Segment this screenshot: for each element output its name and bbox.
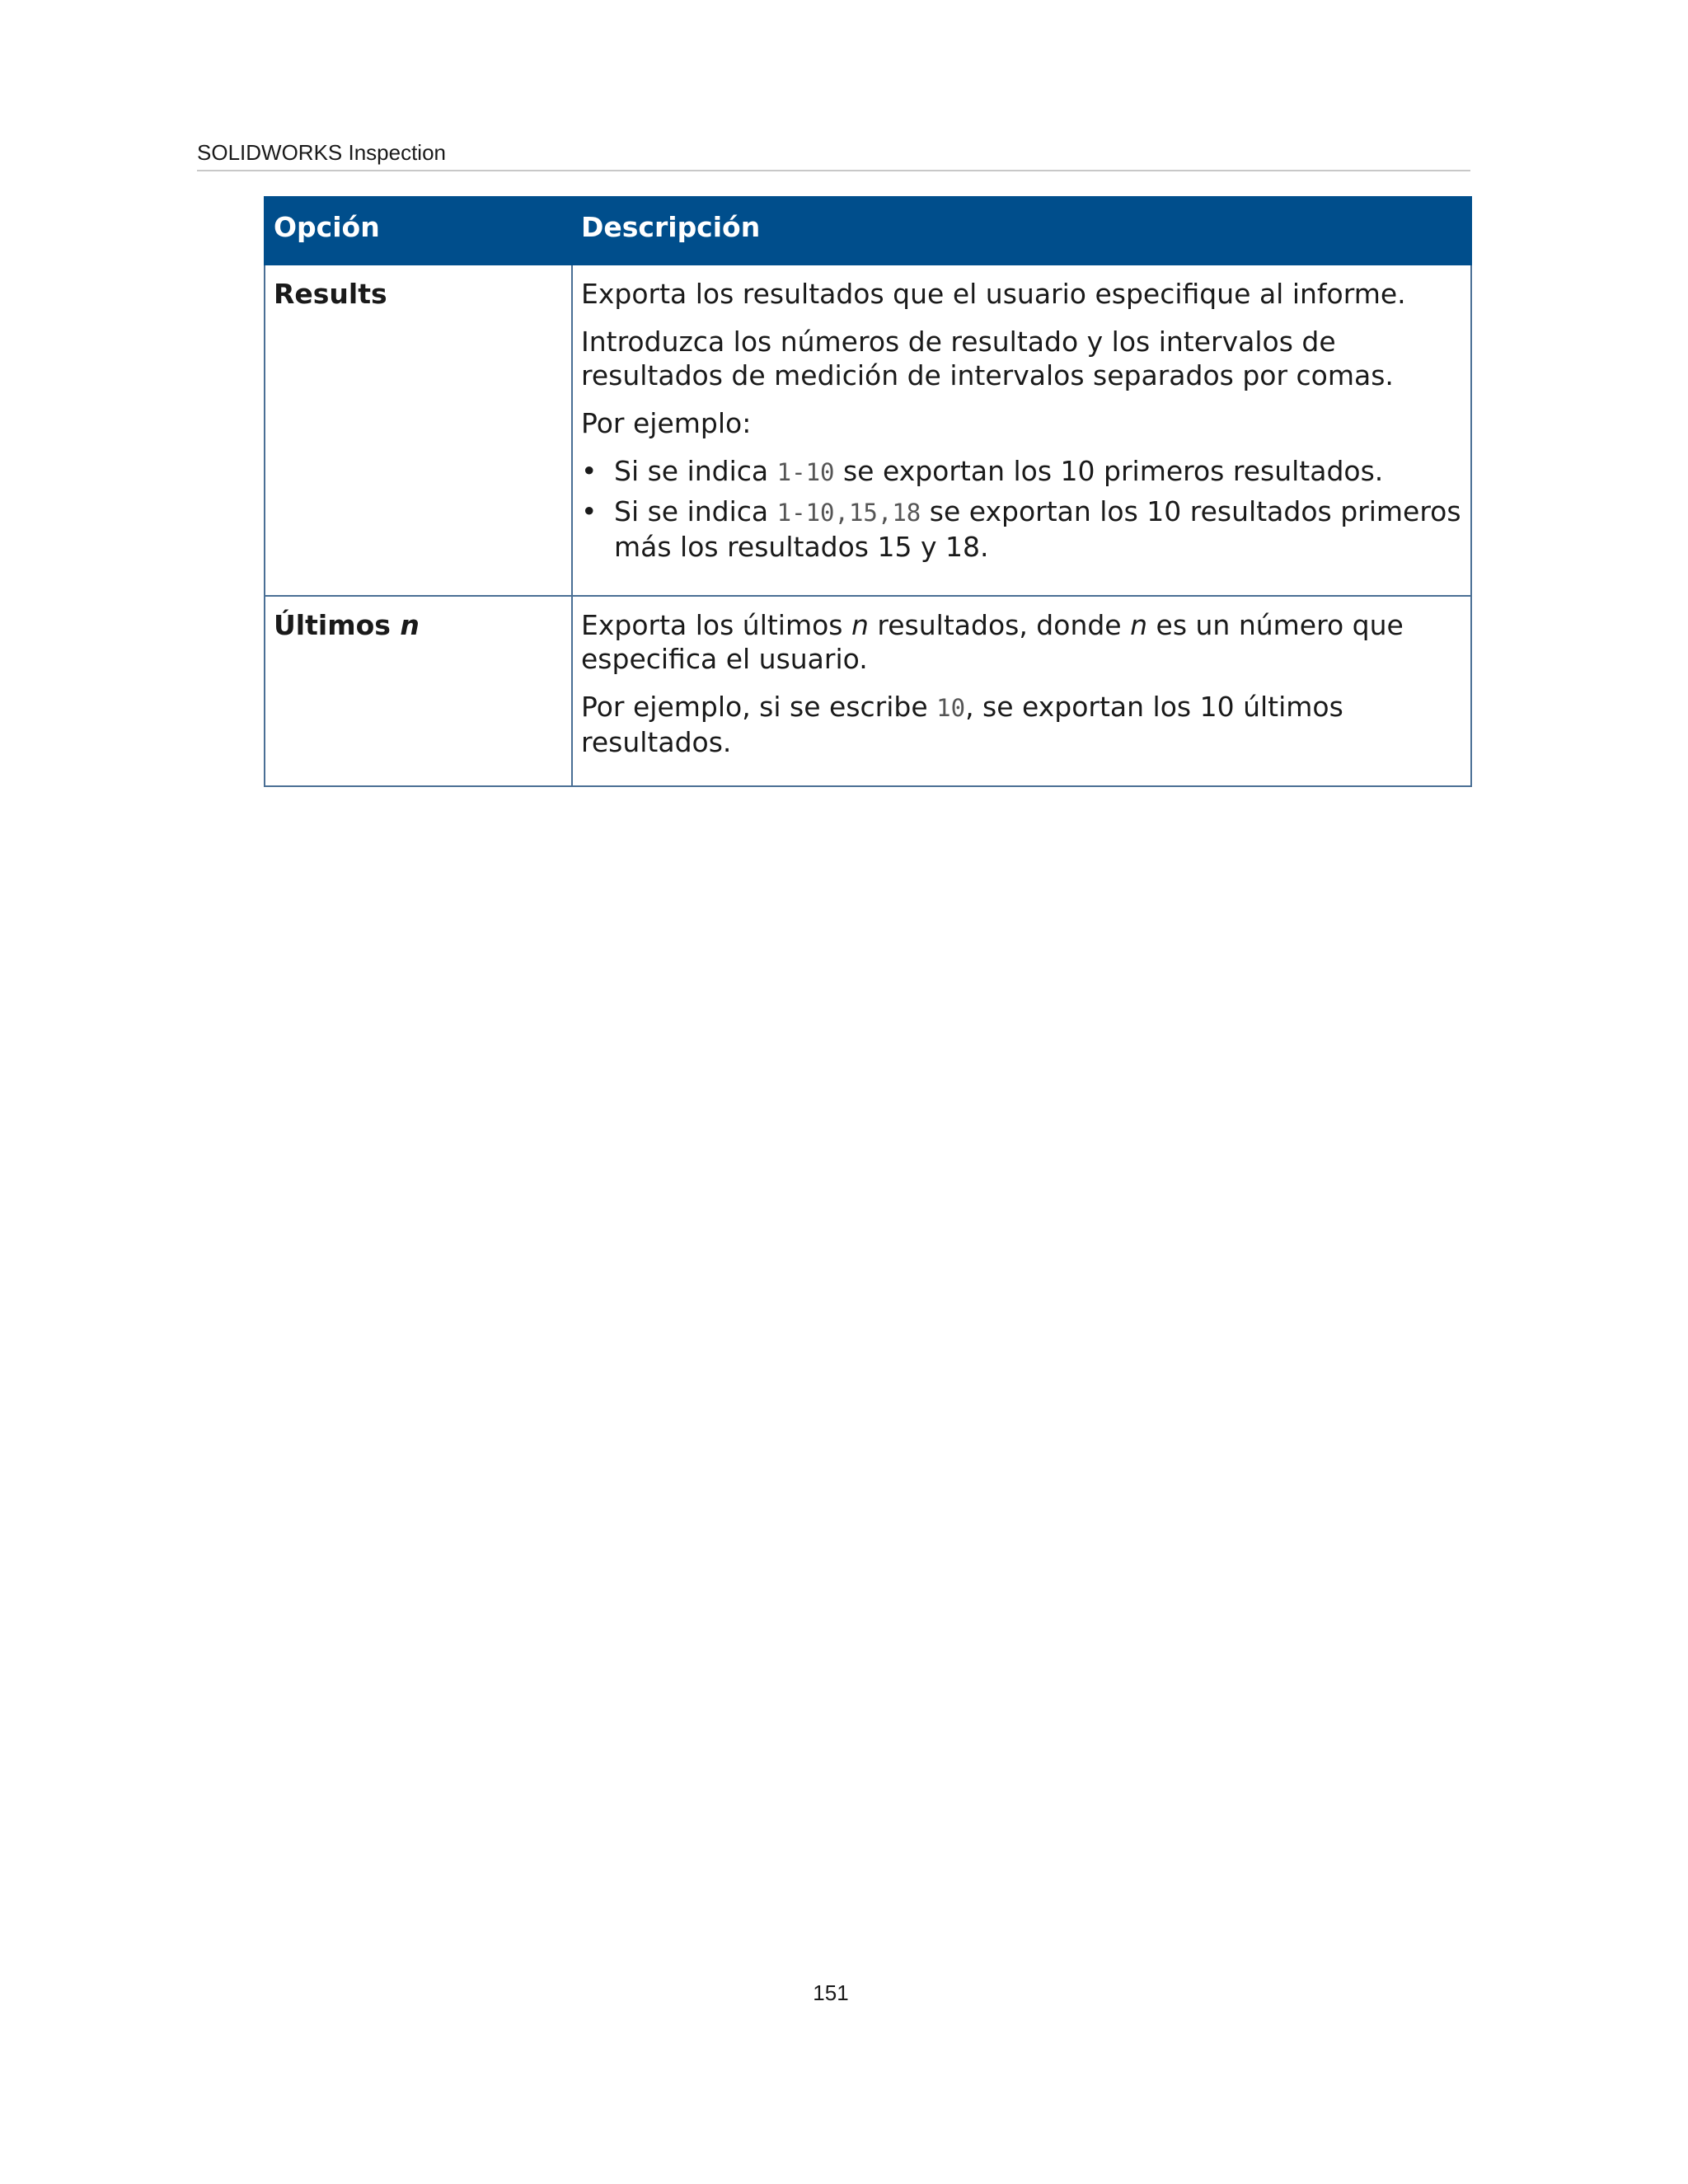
example-list (581, 454, 1462, 564)
description-paragraph: Exporta los últimos n resultados, donde n es un número que especifica el usuario. (581, 609, 1404, 675)
example-code: 1-10,15,18 (776, 499, 921, 527)
column-header-option: Opción (265, 197, 572, 265)
table-header-row (265, 197, 1471, 265)
example-code: 1-10 (776, 458, 835, 486)
table-row (265, 596, 1471, 786)
bullet-text: Si se indica (614, 455, 777, 487)
table-row (265, 265, 1471, 596)
description-cell (572, 596, 1471, 786)
variable-n: n (1130, 609, 1148, 641)
description-paragraph: Introduzca los números de resultado y los intervalos de resultados de medición de intervalos separados por comas. (581, 326, 1394, 391)
variable-n: n (851, 609, 869, 641)
description-paragraph: Por ejemplo, si se escribe 10, se exportan los 10 últimos resultados. (581, 691, 1343, 758)
column-header-description: Descripción (572, 197, 1471, 265)
option-name: Últimos (274, 609, 401, 641)
running-header-title: SOLIDWORKS Inspection (197, 140, 446, 165)
bullet-icon: • (581, 455, 598, 487)
example-code: 10 (936, 694, 966, 722)
option-variable: n (400, 609, 420, 641)
description-paragraph: Exporta los resultados que el usuario especifique al informe. (581, 278, 1406, 310)
bullet-text: se exportan los 10 resultados primeros más los resultados 15 y 18. (614, 495, 1461, 563)
option-cell (265, 265, 572, 596)
page-number: 151 (813, 1980, 849, 2005)
bullet-icon: • (581, 495, 598, 527)
description-paragraph: Por ejemplo: (581, 407, 752, 439)
option-cell (265, 596, 572, 786)
running-header (197, 140, 1470, 171)
options-table (264, 196, 1472, 787)
option-name: Results (274, 278, 387, 310)
list-item (581, 454, 1462, 490)
bullet-text: se exportan los 10 primeros resultados. (834, 455, 1384, 487)
bullet-text: Si se indica (614, 495, 777, 527)
description-cell (572, 265, 1471, 596)
list-item (581, 494, 1462, 564)
